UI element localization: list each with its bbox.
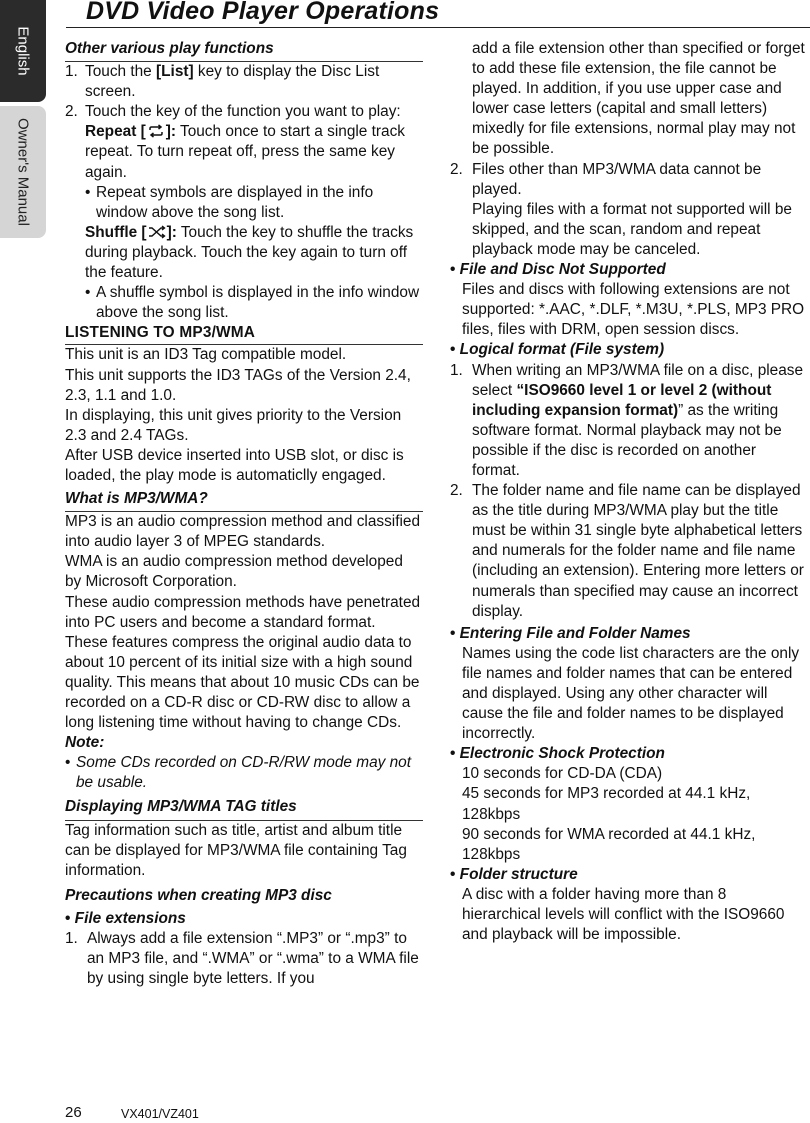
paragraph: These audio compression methods have penetrated into PC users and become a standard format. xyxy=(65,593,421,631)
side-tab-owners-manual xyxy=(0,106,46,238)
paragraph: 45 seconds for MP3 recorded at 44.1 kHz, 128kbps xyxy=(462,785,751,823)
side-tab-english xyxy=(0,0,46,102)
paragraph: WMA is an audio compression method developed by Microsoft Corporation. xyxy=(65,553,403,591)
list-key-label: [List] xyxy=(156,63,194,81)
shock-protection-heading: • Electronic Shock Protection xyxy=(450,744,808,764)
text-run: ” as the writing software format. Normal playback may not be possible if the disc is recorded on another format. xyxy=(472,401,782,479)
list-item xyxy=(65,929,423,989)
bullet-dot: • xyxy=(85,183,91,201)
paragraph: add a file extension other than specified or forget to add these file extension, the file cannot be played. In addition, if you use upper case and lower case letters (capital and small letters) mixedly for file extensions, normal play may not be possible. xyxy=(472,40,805,158)
bullet-dot: • xyxy=(85,284,91,302)
paragraph: This unit is an ID3 Tag compatible model. xyxy=(65,346,347,364)
list-text: Touch the key of the function you want to play: xyxy=(85,103,401,121)
list-item xyxy=(65,102,423,122)
side-tab-english-label: English xyxy=(14,26,32,76)
paragraph: Tag information such as title, artist and album title can be displayed for MP3/WMA file containing Tag information. xyxy=(65,821,407,879)
paragraph: 90 seconds for WMA recorded at 44.1 kHz, 128kbps xyxy=(462,825,756,863)
list-item xyxy=(450,160,808,260)
repeat-description xyxy=(65,122,423,182)
repeat-icon xyxy=(147,124,165,138)
paragraph: These features compress the original audio data to about 10 percent of its initial size with a high sound quality. This means that about 10 music CDs can be recorded on a CD-R disc or CD-RW disc to allow a long listening time without having to change CDs. xyxy=(65,633,420,732)
list-item xyxy=(450,481,808,622)
text-run: Shuffle [ xyxy=(85,223,147,241)
list-number: 2. xyxy=(450,482,463,500)
text-run: key to display the Disc List screen. xyxy=(85,63,380,101)
paragraph: 10 seconds for CD-DA (CDA) xyxy=(462,765,663,783)
precautions-heading: Precautions when creating MP3 disc xyxy=(65,886,332,904)
list-text: Always add a file extension “.MP3” or “.mp3” to an MP3 file, and “.WMA” or “.wma” to a WMA file by using single byte letters. If you xyxy=(87,930,419,988)
list-number: 1. xyxy=(65,63,78,81)
bullet-dot: • xyxy=(65,754,71,772)
model-number: VX401/VZ401 xyxy=(121,1107,199,1121)
paragraph: Files and discs with following extensions are not supported: *.AAC, *.DLF, *.M3U, *.PLS, MP3 PRO files, files with DRM, open session discs. xyxy=(462,281,805,339)
side-tab-owners-manual-label: Owner's Manual xyxy=(14,118,32,226)
shuffle-label xyxy=(85,224,177,241)
shuffle-icon xyxy=(148,225,166,239)
page-number: 26 xyxy=(65,1104,82,1121)
text-run: Touch the key to shuffle the tracks during playback. Touch the key again to turn off the feature. xyxy=(85,223,414,282)
list-text xyxy=(85,62,423,102)
page-title: DVD Video Player Operations xyxy=(86,0,440,25)
list-item xyxy=(65,183,423,223)
paragraph: This unit supports the ID3 TAGs of the Version 2.4, 2.3, 1.1 and 1.0. xyxy=(65,366,411,404)
file-extensions-heading: • File extensions xyxy=(65,909,423,929)
list-item xyxy=(65,283,423,323)
shuffle-description xyxy=(65,223,423,283)
repeat-label xyxy=(85,123,176,140)
list-number: 2. xyxy=(450,160,463,178)
file-folder-names-heading: • Entering File and Folder Names xyxy=(450,624,808,644)
text-run: ]: xyxy=(165,123,176,141)
text-run: Files other than MP3/WMA data cannot be played. xyxy=(472,160,762,198)
list-text xyxy=(472,160,808,260)
note-label: Note: xyxy=(65,734,105,752)
list-number: 1. xyxy=(450,361,463,379)
what-is-heading: What is MP3/WMA? xyxy=(65,489,423,512)
paragraph: A disc with a folder having more than 8 hierarchical levels will conflict with the ISO9660 and playback will be impossible. xyxy=(462,885,785,944)
other-functions-heading: Other various play functions xyxy=(65,39,423,62)
list-text: Repeat symbols are displayed in the info window above the song list. xyxy=(96,183,374,221)
list-text: The folder name and file name can be displayed as the title during MP3/WMA play but the title must be within 31 single byte alphabetical letters and numerals for the folder name and file name (including an extension). Entering more letters or numerals than specified may cause an incorrect display. xyxy=(472,482,804,620)
paragraph: After USB device inserted into USB slot, or disc is loaded, the play mode is automaticlly engaged. xyxy=(65,446,404,484)
text-run: Playing files with a format not supported will be skipped, and the scan, random and repeat playback mode may be canceled. xyxy=(472,200,792,258)
note-text: Some CDs recorded on CD-R/RW mode may not be usable. xyxy=(76,754,412,792)
list-text: A shuffle symbol is displayed in the info window above the song list. xyxy=(96,284,420,322)
list-item xyxy=(450,361,808,482)
left-column xyxy=(65,39,423,989)
paragraph: Names using the code list characters are the only file names and folder names that can be entered and displayed. Using any other character will cause the file and folder names to be displayed incorrectly. xyxy=(462,644,800,743)
text-run: Touch once to start a single track repeat. To turn repeat off, press the same key again. xyxy=(85,123,405,181)
note-item xyxy=(65,753,423,793)
tag-titles-heading: Displaying MP3/WMA TAG titles xyxy=(65,797,423,820)
text-run: Repeat [ xyxy=(85,123,146,141)
header-rule xyxy=(66,27,810,28)
iso-format-label: “ISO9660 level 1 or level 2 (without including expansion format) xyxy=(472,381,772,419)
list-number: 1. xyxy=(65,930,78,948)
unsupported-heading: • File and Disc Not Supported xyxy=(450,260,808,280)
text-run: When writing an MP3/WMA file on a disc, please select xyxy=(472,361,804,399)
list-number: 2. xyxy=(65,103,78,121)
list-text xyxy=(472,361,808,482)
right-column xyxy=(450,39,808,945)
paragraph: In displaying, this unit gives priority to the Version 2.3 and 2.4 TAGs. xyxy=(65,406,402,444)
folder-structure-heading: • Folder structure xyxy=(450,865,808,885)
listening-heading: LISTENING TO MP3/WMA xyxy=(65,323,423,345)
list-item xyxy=(65,62,423,102)
logical-format-heading: • Logical format (File system) xyxy=(450,340,808,360)
text-run: ]: xyxy=(166,223,177,241)
paragraph: MP3 is an audio compression method and classified into audio layer 3 of MPEG standards. xyxy=(65,513,421,551)
text-run: Touch the xyxy=(85,63,157,81)
